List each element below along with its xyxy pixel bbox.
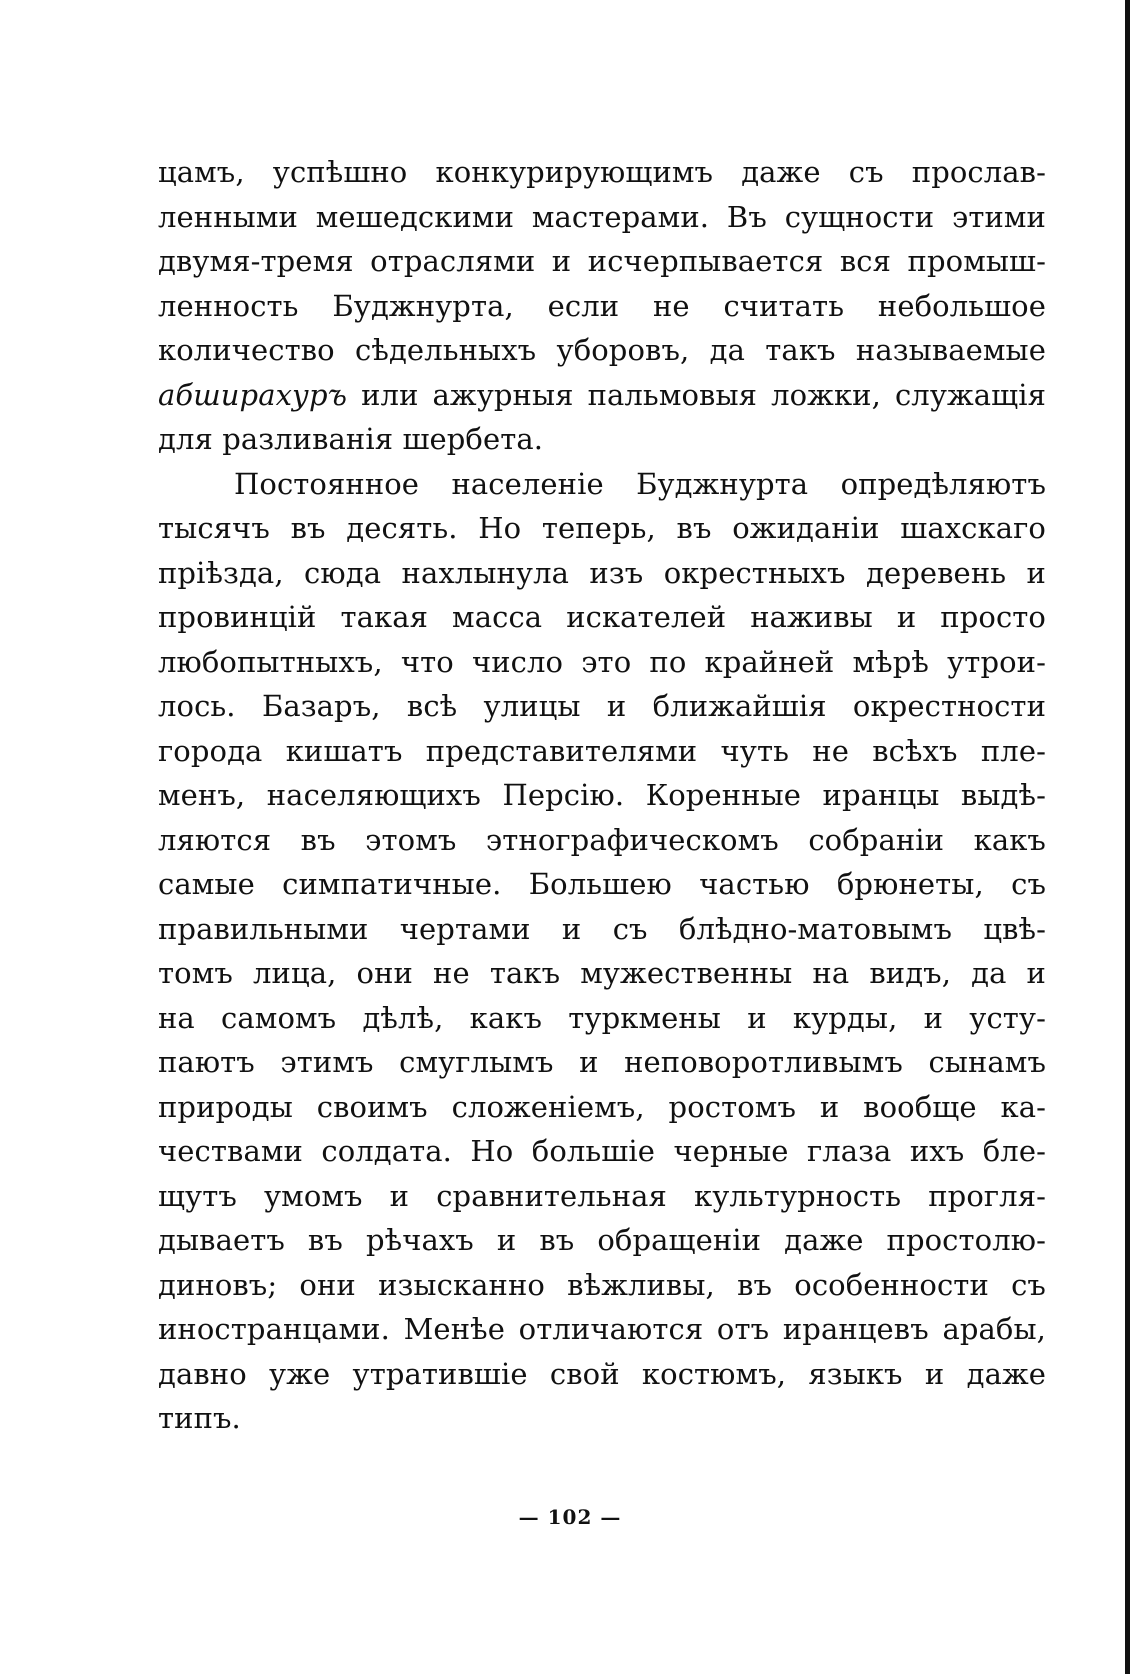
text-line [158,150,1046,195]
text-segment: чествами солдата. Но большіе черные глаза ихъ бле- [158,1134,1046,1168]
text-segment: любопытныхъ, что число это по крайней мѣрѣ утрои- [158,644,1046,679]
text-line [158,773,1046,818]
text-segment: иностранцами. Менѣе отличаются отъ иранцевъ арабы, [158,1312,1046,1346]
text-line [158,862,1046,907]
text-line [158,1040,1046,1085]
text-segment: ляются въ этомъ этнографическомъ собраніи какъ [158,822,1046,857]
text-line [158,506,1046,551]
text-segment: щутъ умомъ и сравнительная культурность прогля- [158,1178,1046,1213]
text-line [158,1263,1046,1308]
text-segment: дываетъ въ рѣчахъ и въ обращеніи даже простолю- [158,1223,1046,1257]
text-line [158,328,1046,373]
text-line [158,1218,1046,1263]
text-segment: количество сѣдельныхъ уборовъ, да такъ называемые [158,333,1046,367]
text-line [158,951,1046,996]
text-segment: города кишатъ представителями чуть не всѣхъ пле- [158,733,1046,768]
text-segment: или ажурныя пальмовыя ложки, служащія [347,377,1046,412]
italic-term: абширахуръ [158,377,348,412]
text-segment: для разливанія шербета. [158,422,544,456]
text-segment: Постоянное населеніе Буджнурта опредѣляютъ [234,466,1046,501]
text-segment: томъ лица, они не такъ мужественны на видъ, да и [158,956,1046,990]
text-line [158,595,1046,640]
text-segment: ленными мешедскими мастерами. Въ сущности этими [158,199,1046,234]
text-line [158,1307,1046,1352]
text-segment: пріѣзда, сюда нахлынула изъ окрестныхъ деревень и [158,555,1046,590]
text-segment: провинцій такая масса искателей наживы и просто [158,600,1046,634]
text-line [158,996,1046,1041]
text-segment: природы своимъ сложеніемъ, ростомъ и вообще ка- [158,1089,1046,1124]
text-line [158,1085,1046,1130]
text-line [158,551,1046,596]
text-segment: лось. Базаръ, всѣ улицы и ближайшія окрестности [158,689,1046,723]
text-segment: двумя-тремя отраслями и исчерпывается вся промыш- [158,244,1046,278]
text-segment: диновъ; они изысканно вѣжливы, въ особенности съ [158,1267,1046,1302]
text-line [158,1174,1046,1219]
text-line [158,417,1046,462]
text-line [158,1352,1046,1397]
text-line [158,284,1046,329]
text-segment: ленность Буджнурта, если не считать небольшое [158,288,1046,323]
text-line [158,462,1046,507]
text-line [158,818,1046,863]
text-line [158,239,1046,284]
page-number: — 102 — [518,1505,622,1529]
text-line [158,907,1046,952]
text-line [158,1396,1046,1441]
text-segment: паютъ этимъ смуглымъ и неповоротливымъ сынамъ [158,1045,1046,1079]
text-line [158,729,1046,774]
text-segment: правильными чертами и съ блѣдно-матовымъ цвѣ- [158,911,1046,946]
text-segment: цамъ, успѣшно конкурирующимъ даже съ прослав- [158,155,1046,189]
page-edge-rule [1125,0,1130,1674]
text-segment: самые симпатичные. Большею частью брюнеты, съ [158,867,1046,901]
text-segment: давно уже утратившіе свой костюмъ, языкъ и даже [158,1356,1046,1391]
text-line [158,373,1046,418]
text-line [158,684,1046,729]
text-segment: тысячъ въ десять. Но теперь, въ ожиданіи шахскаго [158,511,1046,545]
text-segment: на самомъ дѣлѣ, какъ туркмены и курды, и усту- [158,1000,1046,1035]
text-segment: типъ. [158,1401,241,1435]
text-line [158,640,1046,685]
text-line [158,1129,1046,1174]
body-text [158,150,1046,1441]
text-segment: менъ, населяющихъ Персію. Коренные иранцы выдѣ- [158,778,1046,812]
text-line [158,195,1046,240]
